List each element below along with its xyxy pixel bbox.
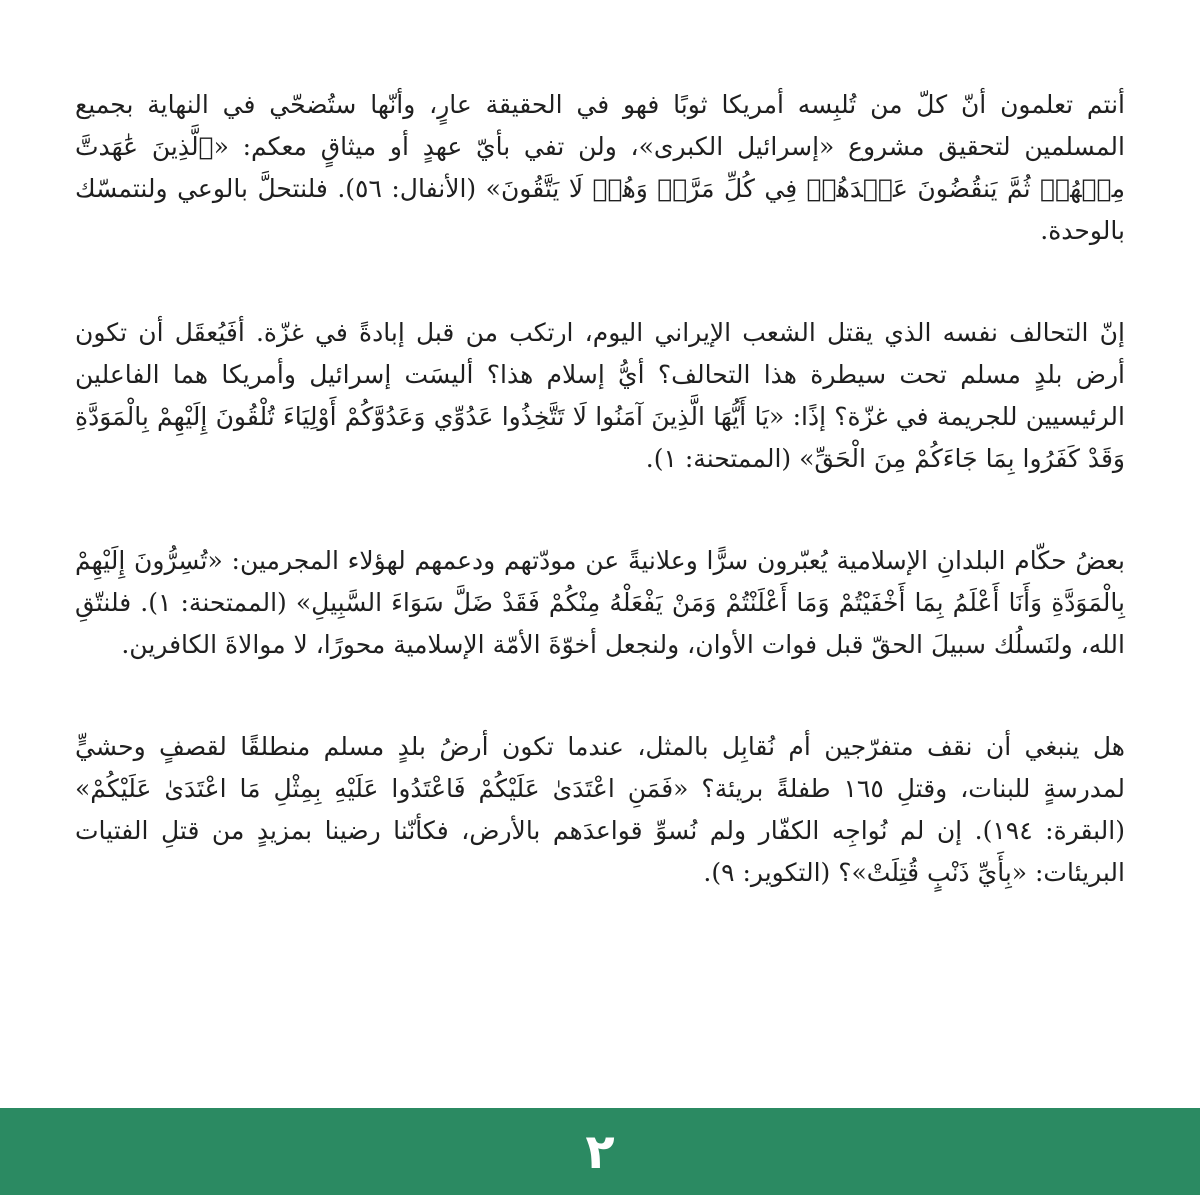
page-footer-bar bbox=[0, 1108, 1200, 1195]
page-number: ٢ bbox=[585, 1123, 615, 1180]
paragraph: أنتم تعلمون أنّ كلّ من تُلبِسه أمريكا ثوبًا فهو في الحقيقة عارٍ، وأنّها ستُضحّي في النهاية بجميع المسلمين لتحقيق مشروع «إسرائيل الكبرى»، ولن تفي بأيّ عهدٍ أو ميثاقٍ معكم: «ٱلَّذِينَ عَٰهَدتَّ مِنۡهُمۡ ثُمَّ يَنقُضُونَ عَهۡدَهُمۡ فِي كُلِّ مَرَّةٖ وَهُمۡ لَا يَتَّقُونَ» (الأنفال: ٥٦). فلنتحلَّ بالوعي ولنتمسّك بالوحدة. bbox=[75, 90, 1125, 245]
paragraph: بعضُ حكّام البلدانِ الإسلامية يُعبّرون سرًّا وعلانيةً عن مودّتهم ودعمهم لهؤلاء المجرمين: «تُسِرُّونَ إِلَيْهِمْ بِالْمَوَدَّةِ وَأَنَا أَعْلَمُ بِمَا أَخْفَيْتُمْ وَمَا أَعْلَنْتُمْ وَمَنْ يَفْعَلْهُ مِنْكُمْ فَقَدْ ضَلَّ سَوَاءَ السَّبِيلِ» (الممتحنة: ١). فلنتّقِ الله، ولنَسلُك سبيلَ الحقّ قبل فوات الأوان، ولنجعل أخوّةَ الأمّة الإسلامية محورًا، لا موالاةَ الكافرين. bbox=[75, 546, 1125, 659]
paragraph: إنّ التحالف نفسه الذي يقتل الشعب الإيراني اليوم، ارتكب من قبل إبادةً في غزّة. أفَيُعقَل أن تكون أرض بلدٍ مسلم تحت سيطرة هذا التحالف؟ أيُّ إسلام هذا؟ أليسَت إسرائيل وأمريكا هما الفاعلين الرئيسيين للجريمة في غزّة؟ إذًا: «يَا أَيُّهَا الَّذِينَ آمَنُوا لَا تَتَّخِذُوا عَدُوِّي وَعَدُوَّكُمْ أَوْلِيَاءَ تُلْقُونَ إِلَيْهِمْ بِالْمَوَدَّةِ وَقَدْ كَفَرُوا بِمَا جَاءَكُمْ مِنَ الْحَقِّ» (الممتحنة: ١). bbox=[75, 318, 1125, 473]
article-body bbox=[75, 84, 1125, 894]
paragraph: هل ينبغي أن نقف متفرّجين أم نُقابِل بالمثل، عندما تكون أرضُ بلدٍ مسلم منطلقًا لقصفٍ وحشيٍّ لمدرسةٍ للبنات، وقتلِ ١٦٥ طفلةً بريئة؟ «فَمَنِ اعْتَدَىٰ عَلَيْكُمْ فَاعْتَدُوا عَلَيْهِ بِمِثْلِ مَا اعْتَدَىٰ عَلَيْكُمْ» (البقرة: ١٩٤). إن لم نُواجِه الكفّار ولم نُسوِّ قواعدَهم بالأرض، فكأنّنا رضينا بمزيدٍ من قتلِ الفتيات البريئات: «بِأَيِّ ذَنْبٍ قُتِلَتْ»؟ (التكوير: ٩). bbox=[75, 732, 1125, 887]
